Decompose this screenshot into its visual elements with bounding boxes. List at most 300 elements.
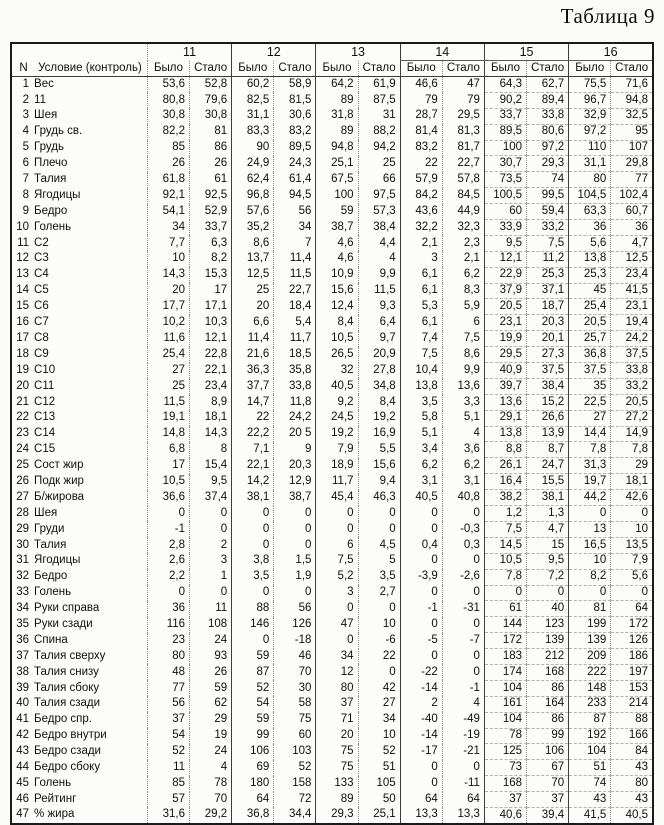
value-cell: 31 (358, 108, 400, 124)
value-cell: 71,6 (611, 77, 653, 93)
value-cell: 99,5 (527, 188, 569, 204)
value-cell: 22,7 (442, 156, 484, 172)
value-cell: 47 (316, 617, 358, 633)
row-label: Талия сзади (34, 697, 101, 710)
row-label: Талия сверху (34, 649, 106, 662)
value-cell: 13,8 (569, 251, 611, 267)
table-row (11, 537, 653, 553)
row-number: 35 (16, 617, 30, 630)
value-cell: 20 (232, 299, 274, 315)
value-cell: 0,4 (400, 537, 442, 553)
value-cell: 43 (611, 792, 653, 808)
value-cell: 9,9 (358, 267, 400, 283)
value-cell: 1,9 (274, 569, 316, 585)
col-header-became: Стало (442, 61, 484, 77)
value-cell: 20 (147, 283, 189, 299)
value-cell: 104 (484, 712, 526, 728)
value-cell: 19,2 (358, 410, 400, 426)
value-cell: 5,4 (274, 315, 316, 331)
col-header-became: Стало (190, 61, 232, 77)
table-row (11, 760, 653, 776)
value-cell: 13,6 (442, 378, 484, 394)
value-cell: 0 (316, 521, 358, 537)
row-number: 41 (16, 713, 30, 726)
value-cell: 52 (358, 744, 400, 760)
value-cell: 32,9 (569, 108, 611, 124)
value-cell: 42 (358, 680, 400, 696)
value-cell: 38,7 (316, 220, 358, 236)
row-number: 37 (16, 649, 30, 662)
value-cell: 77 (147, 680, 189, 696)
value-cell: 24 (190, 744, 232, 760)
row-number: 4 (22, 125, 30, 138)
value-cell: -49 (442, 712, 484, 728)
value-cell: 92,5 (190, 188, 232, 204)
value-cell: 83,3 (232, 124, 274, 140)
value-cell: 34 (316, 649, 358, 665)
value-cell: 30,6 (274, 108, 316, 124)
row-number: 28 (16, 506, 30, 519)
value-cell: 14,5 (484, 537, 526, 553)
value-cell: 14,3 (147, 267, 189, 283)
value-cell: 12,1 (484, 251, 526, 267)
value-cell: 7,1 (232, 442, 274, 458)
value-cell: 27,8 (358, 363, 400, 379)
value-cell: 80 (147, 649, 189, 665)
value-cell: 10,4 (400, 363, 442, 379)
value-cell: 84 (611, 744, 653, 760)
row-number: 31 (16, 554, 30, 567)
value-cell: 11,2 (527, 251, 569, 267)
value-cell: 85 (147, 140, 189, 156)
value-cell: 29,8 (611, 156, 653, 172)
value-cell: 60 (484, 204, 526, 220)
value-cell: 66 (358, 172, 400, 188)
value-cell: 7,2 (527, 569, 569, 585)
value-cell: 34,4 (274, 807, 316, 823)
value-cell: 102,4 (611, 188, 653, 204)
value-cell: 17,7 (147, 299, 189, 315)
value-cell: 9,2 (316, 394, 358, 410)
value-cell: 164 (527, 696, 569, 712)
value-cell: 31,1 (569, 156, 611, 172)
value-cell: 0 (358, 601, 400, 617)
value-cell: 39,4 (527, 807, 569, 823)
table-row (11, 585, 653, 601)
value-cell: 70 (274, 664, 316, 680)
value-cell: 16,5 (569, 537, 611, 553)
value-cell: 79 (400, 92, 442, 108)
value-cell: 106 (232, 744, 274, 760)
value-cell: 78 (190, 776, 232, 792)
row-label: С13 (34, 411, 56, 424)
value-cell: 26 (147, 156, 189, 172)
value-cell: 59 (232, 649, 274, 665)
row-number: 16 (16, 316, 30, 329)
value-cell: 7 (274, 235, 316, 251)
value-cell: -1 (147, 521, 189, 537)
value-cell: 94,8 (611, 92, 653, 108)
value-cell: 108 (190, 617, 232, 633)
value-cell: 94,8 (316, 140, 358, 156)
value-cell: 54 (232, 696, 274, 712)
value-cell: 24,7 (527, 458, 569, 474)
table-row (11, 204, 653, 220)
value-cell: 4,7 (527, 521, 569, 537)
value-cell: 81,3 (442, 124, 484, 140)
col-header-was: Было (147, 61, 189, 77)
value-cell: 2,8 (147, 537, 189, 553)
value-cell: 86 (527, 712, 569, 728)
value-cell: 88,2 (358, 124, 400, 140)
table-row (11, 410, 653, 426)
value-cell: 3,5 (232, 569, 274, 585)
row-label: С2 (34, 236, 49, 249)
value-cell: 100 (316, 188, 358, 204)
value-cell: 1,3 (527, 506, 569, 522)
value-cell: 2,1 (400, 235, 442, 251)
value-cell: 63,3 (569, 204, 611, 220)
value-cell: 22,1 (190, 363, 232, 379)
value-cell: 139 (527, 633, 569, 649)
value-cell: 80,6 (527, 124, 569, 140)
value-cell: 3 (316, 585, 358, 601)
value-cell: 104,5 (569, 188, 611, 204)
table-row (11, 394, 653, 410)
value-cell: 70 (527, 776, 569, 792)
row-label: Бедро сзади (34, 745, 101, 758)
value-cell: 13,3 (400, 807, 442, 823)
row-label: Бедро сбоку (34, 760, 101, 773)
value-cell: 45 (569, 283, 611, 299)
value-cell: 89,5 (274, 140, 316, 156)
value-cell: 1,5 (274, 553, 316, 569)
group-header-row (11, 43, 653, 61)
table-row (11, 363, 653, 379)
value-cell: 39,7 (484, 378, 526, 394)
value-cell: 97,5 (358, 188, 400, 204)
row-number: 13 (16, 268, 30, 281)
value-cell: 13,3 (442, 807, 484, 823)
value-cell: 104 (484, 680, 526, 696)
value-cell: 48 (147, 664, 189, 680)
value-cell: 24 (190, 633, 232, 649)
value-cell: 32,3 (442, 220, 484, 236)
value-cell: 16,9 (358, 426, 400, 442)
value-cell: 18,4 (274, 299, 316, 315)
value-cell: 83,2 (400, 140, 442, 156)
value-cell: 0 (611, 506, 653, 522)
value-cell: 74 (569, 776, 611, 792)
value-cell: 11,4 (274, 251, 316, 267)
value-cell: 0 (400, 506, 442, 522)
value-cell: 80 (611, 776, 653, 792)
value-cell: 23,4 (611, 267, 653, 283)
value-cell: 3,4 (400, 442, 442, 458)
value-cell: 52 (274, 760, 316, 776)
value-cell: -1 (442, 680, 484, 696)
table-row (11, 680, 653, 696)
value-cell: 54,1 (147, 204, 189, 220)
value-cell: 25,3 (569, 267, 611, 283)
value-cell: 27,3 (527, 347, 569, 363)
value-cell: 32,5 (611, 108, 653, 124)
table-row (11, 792, 653, 808)
value-cell: 212 (527, 649, 569, 665)
table-row (11, 728, 653, 744)
value-cell: 61,4 (274, 172, 316, 188)
value-cell: 9,7 (358, 331, 400, 347)
value-cell: 1 (190, 569, 232, 585)
row-label: Спина (34, 633, 68, 646)
value-cell: 20,5 (611, 394, 653, 410)
corner-cell (11, 43, 147, 61)
value-cell: 0 (442, 760, 484, 776)
table-row (11, 220, 653, 236)
value-cell: 94,5 (274, 188, 316, 204)
value-cell: 64,3 (484, 77, 526, 93)
value-cell: 18,1 (611, 474, 653, 490)
value-cell: 11 (190, 601, 232, 617)
value-cell: 12,5 (611, 251, 653, 267)
value-cell: 158 (274, 776, 316, 792)
table-row (11, 617, 653, 633)
row-number: 39 (16, 681, 30, 694)
value-cell: 0 (442, 664, 484, 680)
value-cell: 9,4 (358, 474, 400, 490)
value-cell: 56 (274, 601, 316, 617)
row-label: Грудь св. (34, 125, 83, 138)
value-cell: 94,2 (358, 140, 400, 156)
value-cell: 148 (569, 680, 611, 696)
table-row (11, 188, 653, 204)
value-cell: 15,5 (527, 474, 569, 490)
value-cell: 7,4 (400, 331, 442, 347)
value-cell: 9,9 (442, 363, 484, 379)
col-header-was: Было (569, 61, 611, 77)
value-cell: 78 (484, 728, 526, 744)
value-cell: 18,9 (316, 458, 358, 474)
row-number: 40 (16, 697, 30, 710)
value-cell: 71 (316, 712, 358, 728)
value-cell: 57,9 (400, 172, 442, 188)
value-cell: 37,5 (611, 347, 653, 363)
value-cell: 14,9 (611, 426, 653, 442)
value-cell: 13 (569, 521, 611, 537)
row-number: 11 (17, 236, 30, 249)
table-row (11, 140, 653, 156)
value-cell: 64 (232, 792, 274, 808)
value-cell: 37 (316, 696, 358, 712)
value-cell: 153 (611, 680, 653, 696)
value-cell: 30,8 (190, 108, 232, 124)
value-cell: 0 (274, 585, 316, 601)
row-number: 15 (16, 300, 30, 313)
row-label: Голень (34, 220, 72, 233)
table-row (11, 331, 653, 347)
value-cell: 33,9 (484, 220, 526, 236)
value-cell: 11,8 (274, 394, 316, 410)
group-header-13: 13 (316, 43, 400, 61)
value-cell: 0 (442, 553, 484, 569)
value-cell: 52,9 (190, 204, 232, 220)
measurements-table (10, 42, 654, 825)
value-cell: 126 (611, 633, 653, 649)
row-label: Сост жир (34, 459, 84, 472)
value-cell: 8,8 (484, 442, 526, 458)
table-row (11, 251, 653, 267)
row-number: 5 (22, 141, 30, 154)
group-header-12: 12 (232, 43, 316, 61)
value-cell: 3,3 (442, 394, 484, 410)
value-cell: 166 (611, 728, 653, 744)
table-row (11, 108, 653, 124)
value-cell: 20,3 (527, 315, 569, 331)
value-cell: 59,4 (527, 204, 569, 220)
value-cell: 19,4 (611, 315, 653, 331)
value-cell: 144 (484, 617, 526, 633)
value-cell: 23 (147, 633, 189, 649)
value-cell: 73,5 (484, 172, 526, 188)
value-cell: 57,8 (442, 172, 484, 188)
value-cell: 8 (190, 442, 232, 458)
value-cell: 12 (316, 664, 358, 680)
value-cell: 125 (484, 744, 526, 760)
value-cell: 7,9 (611, 553, 653, 569)
value-cell: 10 (147, 251, 189, 267)
value-cell: 43,6 (400, 204, 442, 220)
value-cell: 36,8 (569, 347, 611, 363)
value-cell: 0 (400, 553, 442, 569)
value-cell: 6,2 (400, 458, 442, 474)
value-cell: 11,5 (147, 394, 189, 410)
value-cell: 107 (611, 140, 653, 156)
row-number: 30 (16, 538, 30, 551)
value-cell: 5,3 (400, 299, 442, 315)
value-cell: 0 (569, 506, 611, 522)
value-cell: -11 (442, 776, 484, 792)
value-cell: 56 (274, 204, 316, 220)
value-cell: 4,6 (316, 251, 358, 267)
table-header (11, 43, 653, 77)
row-number: 45 (16, 776, 30, 789)
value-cell: 54 (147, 728, 189, 744)
value-cell: 64 (611, 601, 653, 617)
value-cell: 35,8 (274, 363, 316, 379)
value-cell: 62 (190, 696, 232, 712)
group-header-11: 11 (147, 43, 231, 61)
value-cell: 0 (569, 585, 611, 601)
value-cell: 25,1 (316, 156, 358, 172)
row-number: 34 (16, 602, 30, 615)
value-cell: 7,5 (400, 347, 442, 363)
value-cell: 40,5 (316, 378, 358, 394)
row-number: 24 (16, 443, 30, 456)
value-cell: 33,2 (611, 378, 653, 394)
value-cell: 0 (232, 633, 274, 649)
value-cell: 209 (569, 649, 611, 665)
row-label: Подк жир (34, 474, 84, 487)
value-cell: 22 (400, 156, 442, 172)
value-cell: 37,9 (484, 283, 526, 299)
value-cell: 40,9 (484, 363, 526, 379)
value-cell: 5,6 (611, 569, 653, 585)
row-label: Ягодицы (34, 188, 81, 201)
value-cell: 0 (232, 506, 274, 522)
row-label: С15 (34, 443, 56, 456)
row-label: Талия (34, 173, 67, 186)
row-label: С3 (34, 252, 49, 265)
value-cell: 82,5 (232, 92, 274, 108)
value-cell: 19 (190, 728, 232, 744)
table-row (11, 474, 653, 490)
value-cell: 81,4 (400, 124, 442, 140)
value-cell: 7,5 (442, 331, 484, 347)
value-cell: 29 (190, 712, 232, 728)
value-cell: 0 (442, 506, 484, 522)
value-cell: 52 (147, 744, 189, 760)
value-cell: 10,2 (147, 315, 189, 331)
col-header-n: N (11, 61, 31, 77)
value-cell: 4,4 (358, 235, 400, 251)
value-cell: 84,5 (442, 188, 484, 204)
value-cell: 20,9 (358, 347, 400, 363)
value-cell: 50 (358, 792, 400, 808)
value-cell: 0 (232, 521, 274, 537)
value-cell: 34,8 (358, 378, 400, 394)
row-label: Голень (34, 776, 72, 789)
value-cell: 7,7 (147, 235, 189, 251)
value-cell: 26,5 (316, 347, 358, 363)
value-cell: 15,4 (190, 458, 232, 474)
value-cell: 0 (442, 585, 484, 601)
col-header-was: Было (400, 61, 442, 77)
col-header-became: Стало (358, 61, 400, 77)
value-cell: 23,4 (190, 378, 232, 394)
value-cell: 0 (484, 585, 526, 601)
value-cell: 24,3 (274, 156, 316, 172)
table-row (11, 77, 653, 93)
row-number: 44 (16, 760, 30, 773)
value-cell: 40,6 (484, 807, 526, 823)
row-number: 43 (16, 745, 30, 758)
row-label: Рейтинг (34, 792, 77, 805)
table-body (11, 77, 653, 824)
value-cell: 64,2 (316, 77, 358, 93)
value-cell: 8,3 (442, 283, 484, 299)
value-cell: 22 (232, 410, 274, 426)
value-cell: 11,7 (316, 474, 358, 490)
row-label: Плечо (34, 157, 68, 170)
value-cell: 20,1 (527, 331, 569, 347)
row-label: С7 (34, 316, 49, 329)
value-cell: -21 (442, 744, 484, 760)
value-cell: 43 (569, 792, 611, 808)
value-cell: 233 (569, 696, 611, 712)
value-cell: 88 (232, 601, 274, 617)
value-cell: 25,3 (527, 267, 569, 283)
value-cell: 5,5 (358, 442, 400, 458)
value-cell: 46 (274, 649, 316, 665)
value-cell: 40,5 (611, 807, 653, 823)
value-cell: 6,1 (400, 315, 442, 331)
value-cell: 3,1 (442, 474, 484, 490)
value-cell: 25 (358, 156, 400, 172)
value-cell: 10,9 (316, 267, 358, 283)
value-cell: 4 (442, 426, 484, 442)
value-cell: 4 (358, 251, 400, 267)
table-row (11, 521, 653, 537)
